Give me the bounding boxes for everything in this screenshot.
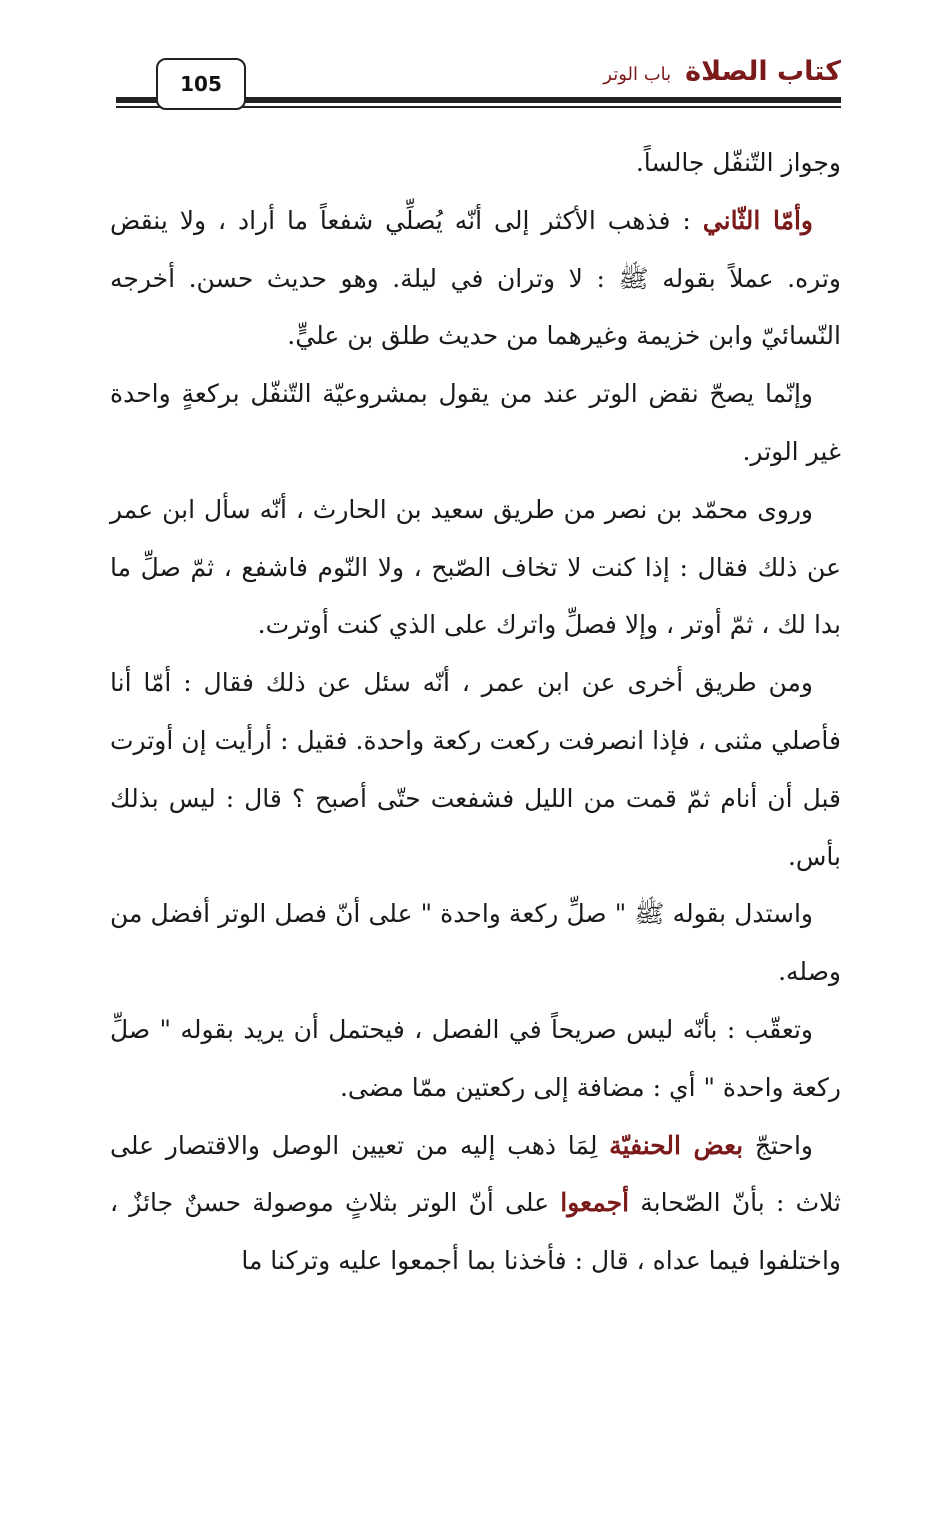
paragraph-text: وتعقّب : بأنّه ليس صريحاً في الفصل ، فيحتمل أن يريد بقوله " صلِّ ركعة واحدة " أي : مضافة إلى ركعتين ممّا مضى. (110, 1014, 841, 1102)
running-head (603, 56, 841, 87)
paragraph-text: وإنّما يصحّ نقض الوتر عند من يقول بمشروعيّة التّنفّل بركعةٍ واحدة غير الوتر. (110, 379, 841, 466)
page-number: 105 (156, 58, 246, 110)
book-title: كتاب الصلاة (685, 56, 841, 87)
paragraph-text: لِمَا ذهب إليه من تعيين الوصل والاقتصار على ثلاث : بأنّ الصّحابة (110, 1130, 841, 1218)
paragraph (110, 134, 841, 192)
highlight-phrase: بعض الحنفيّة (609, 1130, 744, 1160)
highlight-phrase: أجمعوا (560, 1188, 630, 1218)
paragraph (110, 885, 841, 1001)
page-header (0, 0, 945, 120)
paragraph (110, 1117, 841, 1290)
paragraph-text: واحتجّ (743, 1130, 813, 1160)
heading-phrase: وأمّا الثّاني (702, 205, 814, 235)
paragraph-text: وروى محمّد بن نصر من طريق سعيد بن الحارث ، أنّه سأل ابن عمر عن ذلك فقال : إذا كنت لا تخاف الصّبح ، ولا النّوم فاشفع ، ثمّ صلِّ ما بدا لك ، ثمّ أوتر ، وإلا فصلِّ واترك على الذي كنت أوترت. (110, 494, 841, 640)
body-text (110, 134, 841, 1290)
paragraph (110, 654, 841, 885)
paragraph-text: واستدل بقوله ﷺ " صلِّ ركعة واحدة " على أنّ فصل الوتر أفضل من وصله. (110, 899, 841, 987)
chapter-title: باب الوتر (603, 64, 672, 85)
paragraph-text: ومن طريق أخرى عن ابن عمر ، أنّه سئل عن ذلك فقال : أمّا أنا فأصلي مثنى ، فإذا انصرفت ركعت ركعة واحدة. فقيل : أرأيت إن أوترت قبل أن أنام ثمّ قمت من الليل فشفعت حتّى أصبح ؟ قال : ليس بذلك بأس. (110, 668, 841, 871)
paragraph-text: وجواز التّنفّل جالساً. (635, 148, 841, 177)
paragraph-text: : فذهب الأكثر إلى أنّه يُصلِّي شفعاً ما أراد ، ولا ينقض وتره. عملاً بقوله ﷺ : لا وتران في ليلة. وهو حديث حسن. أخرجه النّسائيّ وابن خزيمة وغيرهما من حديث طلق بن عليٍّ. (110, 205, 841, 351)
paragraph (110, 192, 841, 365)
paragraph (110, 1001, 841, 1117)
paragraph (110, 481, 841, 654)
paragraph (110, 365, 841, 481)
paragraph-text: على أنّ الوتر بثلاثٍ موصولة حسنٌ جائزٌ ، واختلفوا فيما عداه ، قال : فأخذنا بما أجمعوا عليه وتركنا ما (110, 1188, 841, 1276)
